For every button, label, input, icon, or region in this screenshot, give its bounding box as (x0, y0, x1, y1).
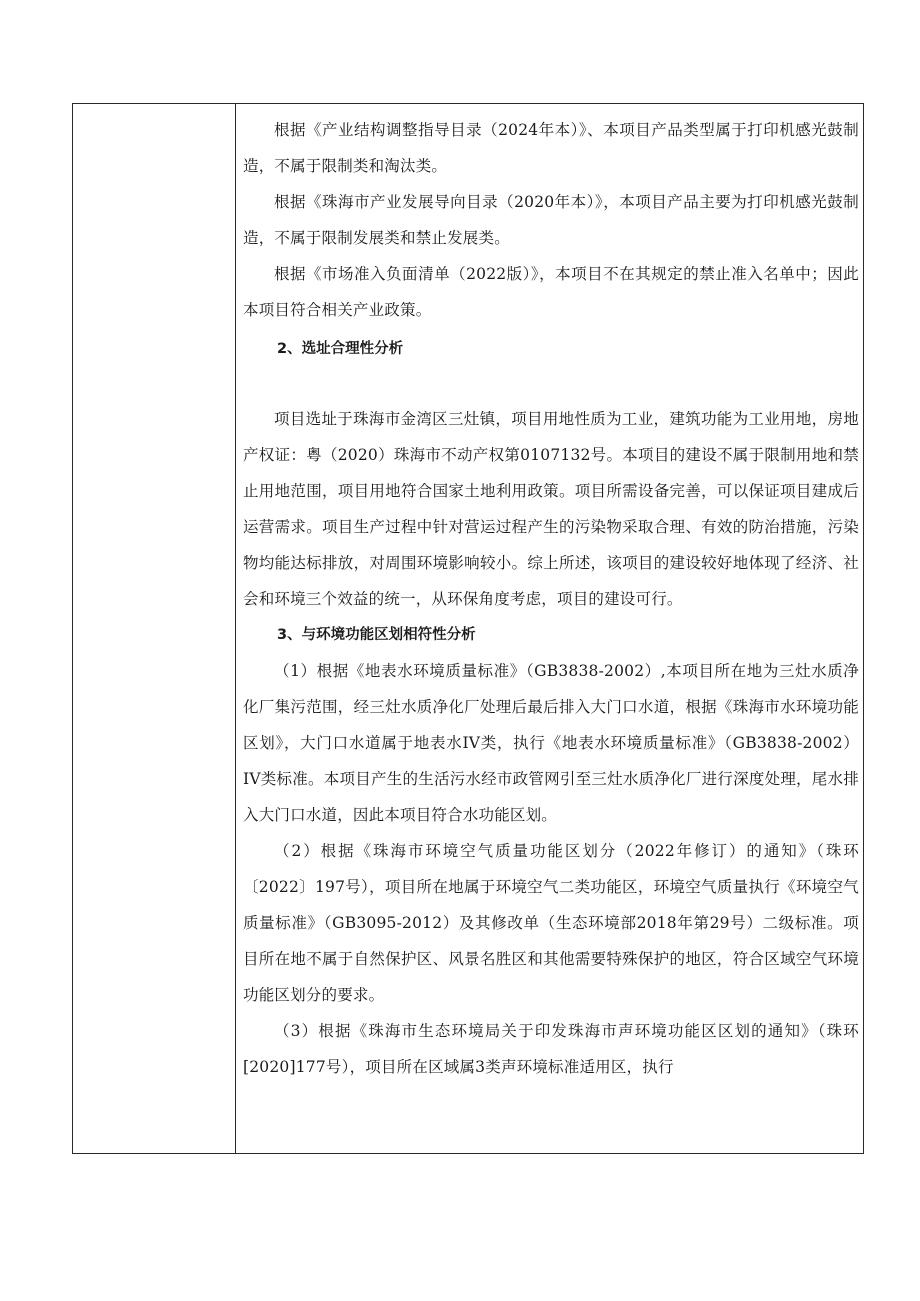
paragraph-site-selection: 项目选址于珠海市金湾区三灶镇，项目用地性质为工业，建筑功能为工业用地，房地产权证：粤（2020）珠海市不动产权第0107132号。本项目的建设不属于限制用地和禁止用地范围，项目用地符合国家土地利用政策。项目所需设备完善，可以保证项目建成后运营需求。项目生产过程中针对营运过程产生的污染物采取合理、有效的防治措施，污染物均能达标排放，对周围环境影响较小。综上所述，该项目的建设较好地体现了经济、社会和环境三个效益的统一，从环保角度考虑，项目的建设可行。 (243, 410, 859, 608)
table-left-column (73, 104, 236, 1153)
document-table (72, 103, 864, 1154)
paragraph-zhuhai-industry-catalog-2020: 根据《珠海市产业发展导向目录（2020年本）》，本项目产品主要为打印机感光鼓制造，不属于限制发展类和禁止发展类。 (243, 193, 859, 247)
heading-environmental-zoning: 3、与环境功能区划相符性分析 (277, 627, 476, 643)
paragraph-industry-catalog-2024: 根据《产业结构调整指导目录（2024年本）》、本项目产品类型属于打印机感光鼓制造，不属于限制类和淘汰类。 (243, 121, 859, 175)
paragraph-market-access-negative-list: 根据《市场准入负面清单（2022版）》，本项目不在其规定的禁止准入名单中；因此本项目符合相关产业政策。 (243, 265, 859, 319)
heading-site-selection: 2、选址合理性分析 (277, 341, 404, 357)
table-content-cell (237, 104, 863, 1085)
paragraph-surface-water: （1）根据《地表水环境质量标准》（GB3838-2002）,本项目所在地为三灶水质净化厂集污范围，经三灶水质净化厂处理后最后排入大门口水道，根据《珠海市水环境功能区划》，大门口水道属于地表水IV类，执行《地表水环境质量标准》（GB3838-2002）IV类标准。本项目产生的生活污水经市政管网引至三灶水质净化厂进行深度处理，尾水排入大门口水道，因此本项目符合水功能区划。 (243, 662, 859, 824)
paragraph-acoustic-environment: （3）根据《珠海市生态环境局关于印发珠海市声环境功能区区划的通知》（珠环[2020]177号），项目所在区域属3类声环境标准适用区，执行 (243, 1022, 859, 1076)
paragraph-ambient-air: （2）根据《珠海市环境空气质量功能区划分（2022年修订）的通知》（珠环〔2022〕197号），项目所在地属于环境空气二类功能区，环境空气质量执行《环境空气质量标准》（GB3095-2012）及其修改单（生态环境部2018年第29号）二级标准。项目所在地不属于自然保护区、风景名胜区和其他需要特殊保护的地区，符合区域空气环境功能区划分的要求。 (243, 842, 859, 1004)
